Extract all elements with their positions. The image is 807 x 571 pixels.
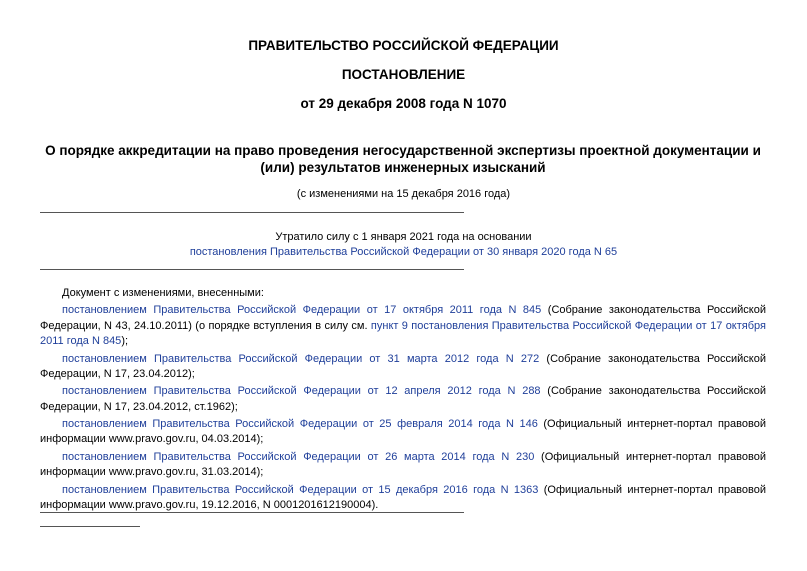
edit-item: [40, 483, 766, 514]
edit-source: (Официальный интернет-портал правовой информации www.pravo.gov.ru, 04.03.2014);: [40, 418, 766, 446]
status-link[interactable]: постановления Правительства Российской Федерации от 30 января 2020 года N 65: [189, 246, 618, 258]
edit-source: (Собрание законодательства Российской Федерации, N 17, 23.04.2012, ст.1962);: [40, 385, 766, 413]
edit-item: [40, 384, 766, 415]
edit-source: (Официальный интернет-портал правовой информации www.pravo.gov.ru, 19.12.2016, N 0001201612190004).: [40, 483, 767, 511]
edit-link[interactable]: постановлением Правительства Российской Федерации от 25 февраля 2014 года N 146: [62, 418, 538, 431]
edits-list: [40, 286, 766, 515]
edit-link[interactable]: постановлением Правительства Российской Федерации от 12 апреля 2012 года N 288: [62, 385, 541, 398]
edit-item: [40, 303, 766, 349]
status-text: Утратило силу с 1 января 2021 года на основании: [275, 231, 532, 243]
government-heading: ПРАВИТЕЛЬСТВО РОССИЙСКОЙ ФЕДЕРАЦИИ: [248, 38, 559, 53]
edit-link[interactable]: постановлением Правительства Российской Федерации от 31 марта 2012 года N 272: [62, 352, 540, 365]
edit-source: (Официальный интернет-портал правовой информации www.pravo.gov.ru, 31.03.2014);: [40, 450, 766, 479]
divider-bottom: [40, 512, 464, 513]
edit-link[interactable]: постановлением Правительства Российской Федерации от 17 октября 2011 года N 845: [62, 304, 542, 317]
divider-top: [40, 212, 464, 213]
edit-link-secondary[interactable]: пункт 9 постановления Правительства Российской Федерации от 17 октября 2011 года N 845: [40, 319, 766, 348]
divider-middle: [40, 269, 464, 270]
footnote-divider: [40, 526, 140, 527]
status-link-wrap: [0, 246, 807, 258]
edit-item: [40, 450, 766, 481]
edit-link[interactable]: постановлением Правительства Российской Федерации от 15 декабря 2016 года N 1363: [62, 483, 539, 496]
changes-note: (с изменениями на 15 декабря 2016 года): [296, 188, 511, 200]
document-title: О порядке аккредитации на право проведения негосударственной экспертизы проектной документации и (или) результатов инженерных изысканий: [45, 143, 761, 175]
edit-source: (Собрание законодательства Российской Федерации, N 43, 24.10.2011) (о порядке вступления в силу см.: [40, 304, 766, 332]
edit-item: [40, 417, 766, 448]
edits-intro: Документ с изменениями, внесенными:: [62, 287, 264, 299]
date-number-heading: от 29 декабря 2008 года N 1070: [300, 96, 507, 111]
edit-source: (Собрание законодательства Российской Федерации, N 17, 23.04.2012);: [40, 352, 766, 380]
edit-item: [40, 352, 766, 383]
edit-link[interactable]: постановлением Правительства Российской Федерации от 26 марта 2014 года N 230: [62, 450, 535, 463]
edit-tail: );: [121, 335, 129, 348]
document-type-heading: ПОСТАНОВЛЕНИЕ: [341, 67, 466, 82]
